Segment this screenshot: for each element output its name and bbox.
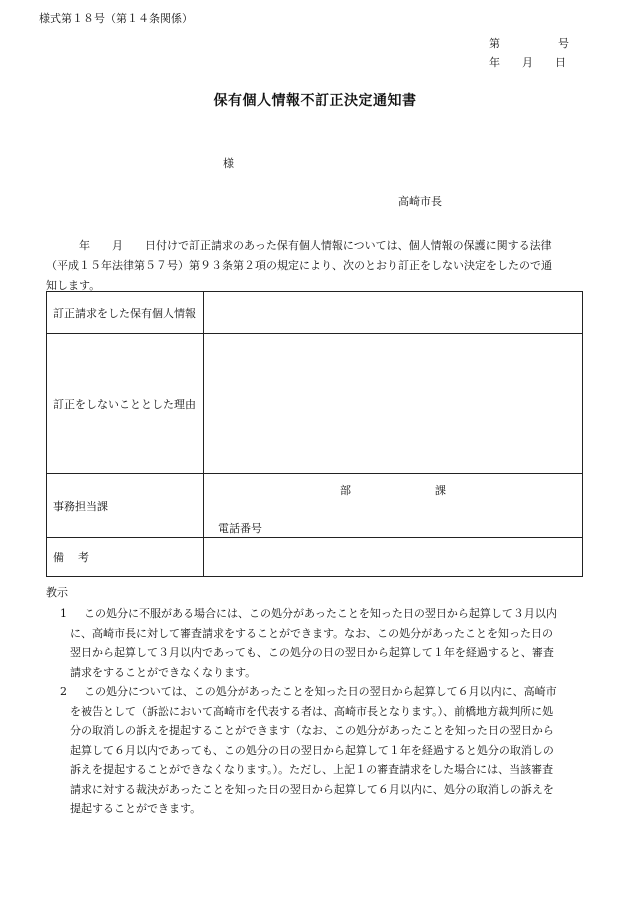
notice-heading: 教示 <box>46 586 68 599</box>
office-field[interactable] <box>204 474 583 538</box>
notice-line: 訴えを提起することができなくなります。）。ただし、上記１の審査請求をした場合には、当該審査 <box>70 763 554 776</box>
notice-item <box>46 682 591 819</box>
remarks-char-2: 考 <box>78 551 89 564</box>
decision-table <box>46 291 583 577</box>
remarks-char-1: 備 <box>53 551 64 564</box>
body-paragraph <box>46 236 586 296</box>
notice-line: に、高崎市長に対して審査請求をすることができます。なお、この処分があったことを知った日の <box>70 626 554 640</box>
date-year: 年 <box>489 56 500 69</box>
notice-line: 翌日から起算して３月以内であっても、この処分の日の翌日から起算して１年を経過すると、審査 <box>70 646 554 659</box>
section-label: 課 <box>435 484 446 497</box>
date-day: 日 <box>555 56 566 69</box>
notice-line: 起算して６月以内であっても、この処分の日の翌日から起算して１年を経過すると処分の取消しの <box>70 743 554 757</box>
number-suffix: 号 <box>558 37 569 50</box>
notice-line: この処分については、この処分があったことを知った日の翌日から起算して６月以内に、高崎市 <box>84 685 557 698</box>
requested-info-field[interactable] <box>204 292 583 334</box>
table-row <box>47 538 583 577</box>
notice-number: 2 <box>60 685 67 698</box>
notice-line: この処分に不服がある場合には、この処分があったことを知った日の翌日から起算して３月以内 <box>84 607 557 620</box>
document-number <box>489 37 569 50</box>
issuer: 高崎市長 <box>398 195 442 208</box>
issue-date <box>489 56 566 69</box>
notice-line: 分の取消しの訴えを提起することができます（なお、この処分があったことを知った日の翌日から <box>70 724 554 737</box>
notice-line: 提起することができます。 <box>70 802 202 815</box>
remarks-label <box>47 538 204 577</box>
notice-number: 1 <box>60 607 67 620</box>
remarks-field[interactable] <box>204 538 583 577</box>
date-month: 月 <box>522 56 533 69</box>
department-label: 部 <box>340 484 351 497</box>
notice-item <box>46 604 591 682</box>
body-line: 知します。 <box>46 279 101 292</box>
office-label: 事務担当課 <box>47 474 204 538</box>
phone-label: 電話番号 <box>218 522 262 535</box>
table-row <box>47 292 583 334</box>
number-prefix: 第 <box>489 37 500 50</box>
addressee: 様 <box>223 157 234 170</box>
body-line: 年 月 日付けで訂正請求のあった保有個人情報については、個人情報の保護に関する法律 <box>46 239 552 252</box>
table-row <box>47 334 583 474</box>
table-row <box>47 474 583 538</box>
notice-list <box>46 604 591 819</box>
notice-line: を被告として（訴訟において高崎市を代表する者は、高崎市長となります。）、前橋地方裁判所に処 <box>70 704 554 718</box>
requested-info-label: 訂正請求をした保有個人情報 <box>47 292 204 334</box>
notice-line: 請求に対する裁決があったことを知った日の翌日から起算して６月以内に、処分の取消しの訴えを <box>70 782 554 796</box>
reason-field[interactable] <box>204 334 583 474</box>
reason-label: 訂正をしないこととした理由 <box>47 334 204 474</box>
body-line: （平成１５年法律第５７号）第９３条第２項の規定により、次のとおり訂正をしない決定をしたので通 <box>46 259 552 272</box>
notice-line: 請求をすることができなくなります。 <box>70 665 257 679</box>
document-title: 保有個人情報不訂正決定通知書 <box>213 93 417 109</box>
form-number: 様式第１８号（第１４条関係） <box>39 12 193 25</box>
